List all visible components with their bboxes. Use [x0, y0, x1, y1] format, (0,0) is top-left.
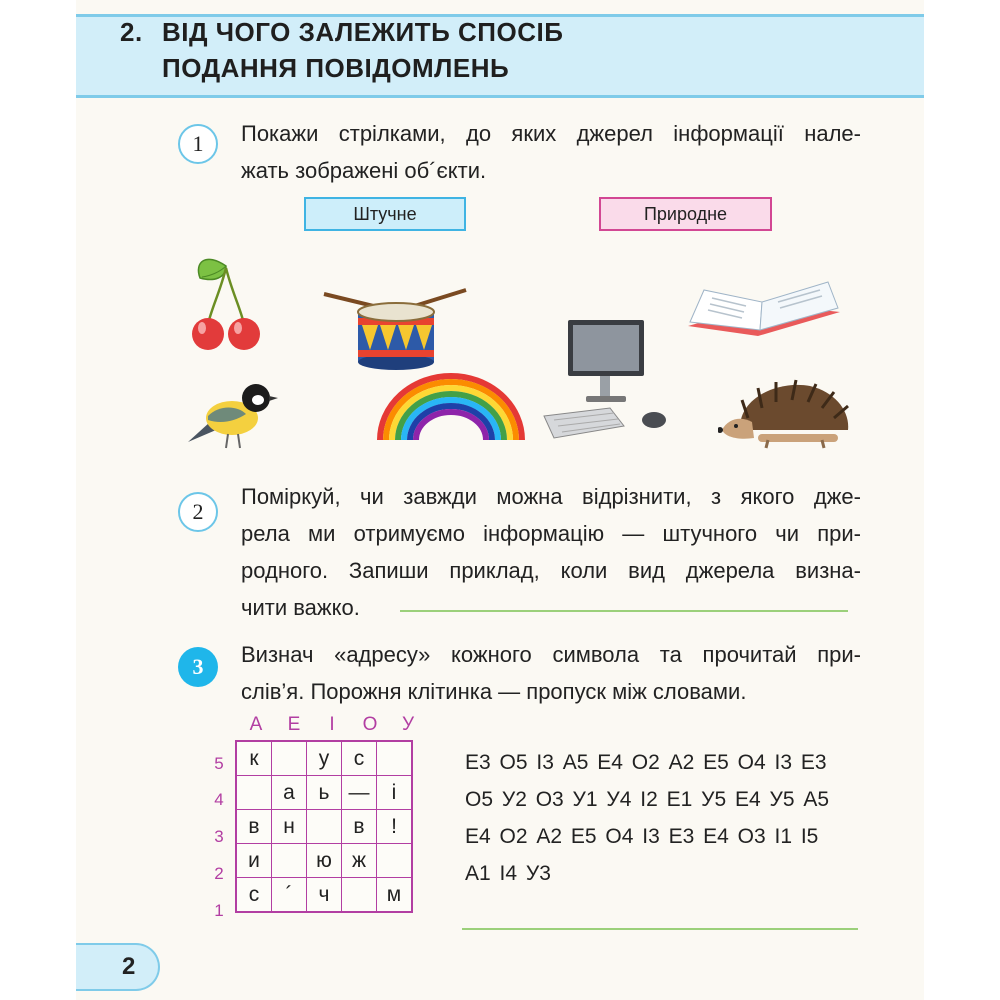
cipher-code-line-4: А1 І4 У3 — [465, 862, 551, 885]
grid-cell — [377, 741, 413, 776]
grid-col-header: А — [249, 714, 263, 735]
grid-col-header: О — [362, 714, 378, 735]
cherries-icon[interactable] — [186, 252, 268, 352]
grid-cell: в — [342, 810, 377, 844]
grid-cell: с — [342, 741, 377, 776]
cipher-code-line-3: Е4 О2 А2 Е5 О4 І3 Е3 Е4 О3 І1 І5 — [465, 825, 819, 848]
grid-row-3 — [236, 810, 412, 844]
cipher-grid — [235, 740, 413, 913]
page-number-tab — [76, 943, 160, 991]
grid-cell: н — [272, 810, 307, 844]
grid-cell: ´ — [272, 878, 307, 913]
grid-cell: с — [236, 878, 272, 913]
bird-icon[interactable] — [186, 378, 278, 452]
source-artificial-box[interactable]: Штучне — [304, 197, 466, 231]
task-2-line-2: рела ми отримуємо інформацію — штучного чи при- — [241, 521, 861, 546]
drum-icon[interactable] — [322, 282, 468, 370]
rainbow-icon[interactable] — [374, 372, 528, 442]
grid-row-header: 4 — [214, 790, 224, 809]
cipher-code-line-2: О5 У2 О3 У1 У4 І2 Е1 У5 Е4 У5 А5 — [465, 788, 830, 811]
task-1-line-1: Покажи стрілками, до яких джерел інформації нале- — [241, 121, 861, 146]
grid-row-header: 5 — [214, 754, 224, 773]
grid-col-header: У — [401, 714, 415, 735]
task-1-line-2: жать зображені об´єкти. — [241, 158, 487, 183]
grid-cell: ч — [307, 878, 342, 913]
grid-cell: і — [377, 776, 413, 810]
grid-row-header: 2 — [214, 864, 224, 883]
grid-row-2 — [236, 844, 412, 878]
grid-cell: — — [342, 776, 377, 810]
grid-cell: ! — [377, 810, 413, 844]
grid-row-1 — [236, 878, 412, 913]
grid-row-header: 3 — [214, 827, 224, 846]
computer-icon[interactable] — [540, 316, 680, 440]
book-icon[interactable] — [686, 276, 842, 340]
task-2-answer-line[interactable] — [400, 610, 848, 612]
grid-cell: к — [236, 741, 272, 776]
cipher-code-line-1: Е3 О5 І3 А5 Е4 О2 А2 Е5 О4 І3 Е3 — [465, 751, 827, 774]
section-title-line-2: ПОДАННЯ ПОВІДОМЛЕНЬ — [162, 53, 510, 83]
grid-row-header: 1 — [214, 901, 224, 920]
task-3-badge: 3 — [178, 647, 218, 687]
task-3-text — [241, 636, 861, 710]
grid-cell: ь — [307, 776, 342, 810]
task-1-badge: 1 — [178, 124, 218, 164]
task-3-answer-line[interactable] — [462, 928, 858, 930]
grid-cell — [342, 878, 377, 913]
task-2-line-3: родного. Запиши приклад, коли вид джерела визна- — [241, 558, 861, 583]
task-2-text — [241, 478, 861, 626]
grid-cell: а — [272, 776, 307, 810]
hedgehog-icon[interactable] — [718, 378, 852, 450]
grid-cell — [272, 844, 307, 878]
task-1-text — [241, 115, 861, 189]
grid-col-header: Е — [287, 714, 301, 735]
grid-cell: ж — [342, 844, 377, 878]
task-3-line-2: слів’я. Порожня клітинка — пропуск між словами. — [241, 679, 747, 704]
task-3-line-1: Визнач «адресу» кожного символа та прочитай при- — [241, 642, 861, 667]
source-natural-box[interactable]: Природне — [599, 197, 772, 231]
section-title-line-1: ВІД ЧОГО ЗАЛЕЖИТЬ СПОСІБ — [162, 17, 564, 47]
grid-cell — [236, 776, 272, 810]
grid-cell — [377, 844, 413, 878]
grid-cell — [272, 741, 307, 776]
grid-col-header: І — [329, 714, 335, 735]
task-2-line-4: чити важко. — [241, 595, 360, 620]
grid-cell — [307, 810, 342, 844]
section-number: 2. — [120, 17, 143, 47]
grid-cell: в — [236, 810, 272, 844]
page-number: 2 — [122, 953, 136, 980]
grid-cell: и — [236, 844, 272, 878]
task-2-line-1: Поміркуй, чи завжди можна відрізнити, з якого дже- — [241, 484, 861, 509]
grid-cell: м — [377, 878, 413, 913]
grid-cell: у — [307, 741, 342, 776]
task-2-badge: 2 — [178, 492, 218, 532]
section-title — [120, 14, 563, 86]
grid-row-5 — [236, 741, 412, 776]
grid-cell: ю — [307, 844, 342, 878]
grid-row-4 — [236, 776, 412, 810]
